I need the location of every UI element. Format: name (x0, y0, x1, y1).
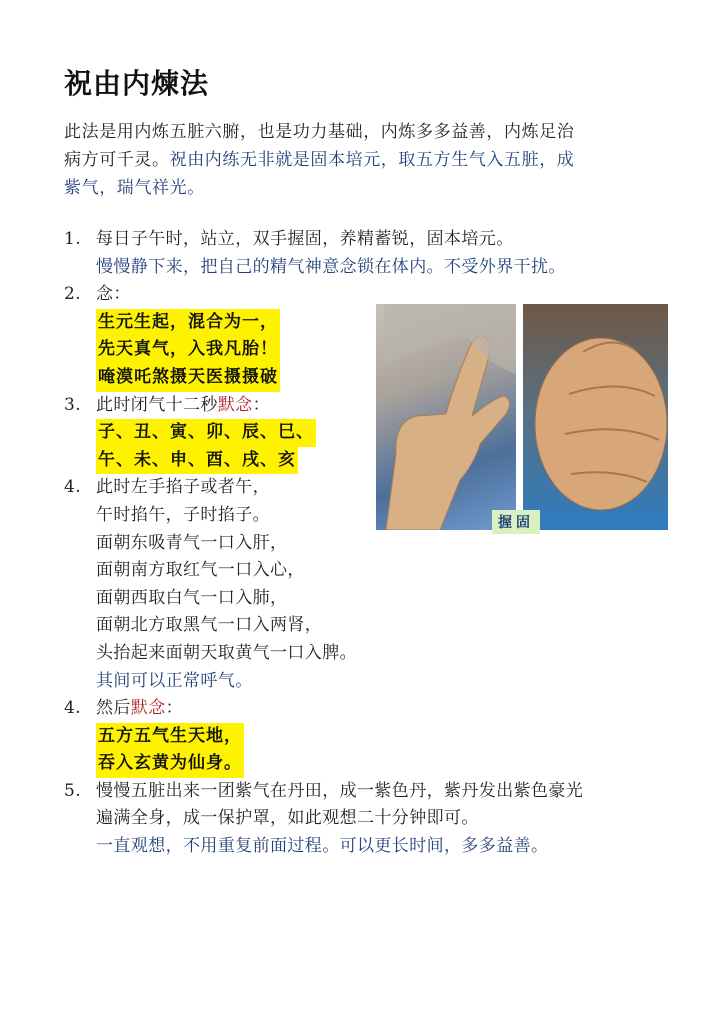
list-item (64, 778, 674, 861)
item-text: 头抬起来面朝天取黄气一口入脾。 (96, 642, 357, 663)
item-number: 2. (64, 284, 82, 305)
item-text (96, 695, 674, 723)
silent-chant-label: 默念 (217, 394, 253, 415)
hand-gesture-photos (376, 304, 668, 530)
page-title: 祝由内煉法 (64, 67, 210, 100)
intro-line-2-blue: 祝由内练无非就是固本培元，取五方生气入五脏，成 (169, 150, 575, 170)
intro-line-2 (64, 146, 664, 174)
chant-line: 生元生起，混合为一， (96, 309, 280, 337)
intro-line-2-black: 病方可千灵。 (64, 150, 170, 170)
item-number: 5. (64, 780, 82, 801)
silent-chant-label: 默念 (130, 698, 166, 719)
item-text: 面朝南方取红气一口入心， (96, 560, 305, 581)
item-text: 面朝西取白气一口入肺， (96, 587, 288, 608)
item-text: 面朝北方取黑气一口入两肾， (96, 615, 323, 636)
item-number: 4. (64, 698, 82, 719)
item-number: 1. (64, 229, 82, 249)
hand-illustration-2 (523, 304, 668, 530)
fist-grip-photo (523, 304, 668, 530)
chant-line: 午、未、申、酉、戌、亥 (96, 447, 298, 475)
intro-line-3: 紫气，瑞气祥光。 (64, 178, 205, 198)
hand-illustration-1 (376, 304, 516, 530)
item-number: 4. (64, 477, 82, 498)
item-text: 此时左手掐子或者午， (96, 477, 270, 498)
item-number: 3. (64, 394, 82, 415)
item-text-c: ： (252, 394, 271, 415)
intro-paragraph (64, 118, 664, 202)
chant-line: 吞入玄黄为仙身。 (96, 750, 244, 778)
two-finger-gesture-photo (376, 304, 516, 530)
chant-line: 先天真气，入我凡胎！ (96, 336, 280, 364)
item-text: 遍满全身，成一保护罩，如此观想二十分钟即可。 (96, 808, 479, 829)
item-text-a: 此时闭气十二秒 (96, 394, 218, 415)
item-note: 慢慢静下来，把自己的精气神意念锁在体内。不受外界干扰。 (96, 256, 566, 277)
chant-line: 唵漠吒煞摄天医摄摄破 (96, 364, 280, 392)
intro-line-1: 此法是用内炼五脏六腑，也是功力基础，内炼多多益善，内炼足治 (64, 122, 575, 142)
item-note: 一直观想，不用重复前面过程。可以更长时间，多多益善。 (96, 836, 549, 857)
item-text: 午时掐午，子时掐子。 (96, 504, 270, 525)
item-text: 每日子午时，站立，双手握固，养精蓄锐，固本培元。 (96, 229, 514, 249)
item-text-a: 然后 (96, 698, 131, 719)
item-note: 其间可以正常呼气。 (96, 670, 253, 691)
list-item (64, 226, 674, 281)
item-text: 慢慢五脏出来一团紫气在丹田，成一紫色丹，紫丹发出紫色豪光 (96, 780, 584, 801)
photo-caption: 握固 (492, 510, 540, 534)
chant-line: 五方五气生天地， (96, 723, 244, 751)
item-text-c: ： (165, 698, 184, 719)
item-text: 念： (96, 284, 131, 305)
chant-line: 子、丑、寅、卯、辰、巳、 (96, 419, 316, 447)
list-item (64, 695, 674, 778)
item-text: 面朝东吸青气一口入肝， (96, 532, 288, 553)
